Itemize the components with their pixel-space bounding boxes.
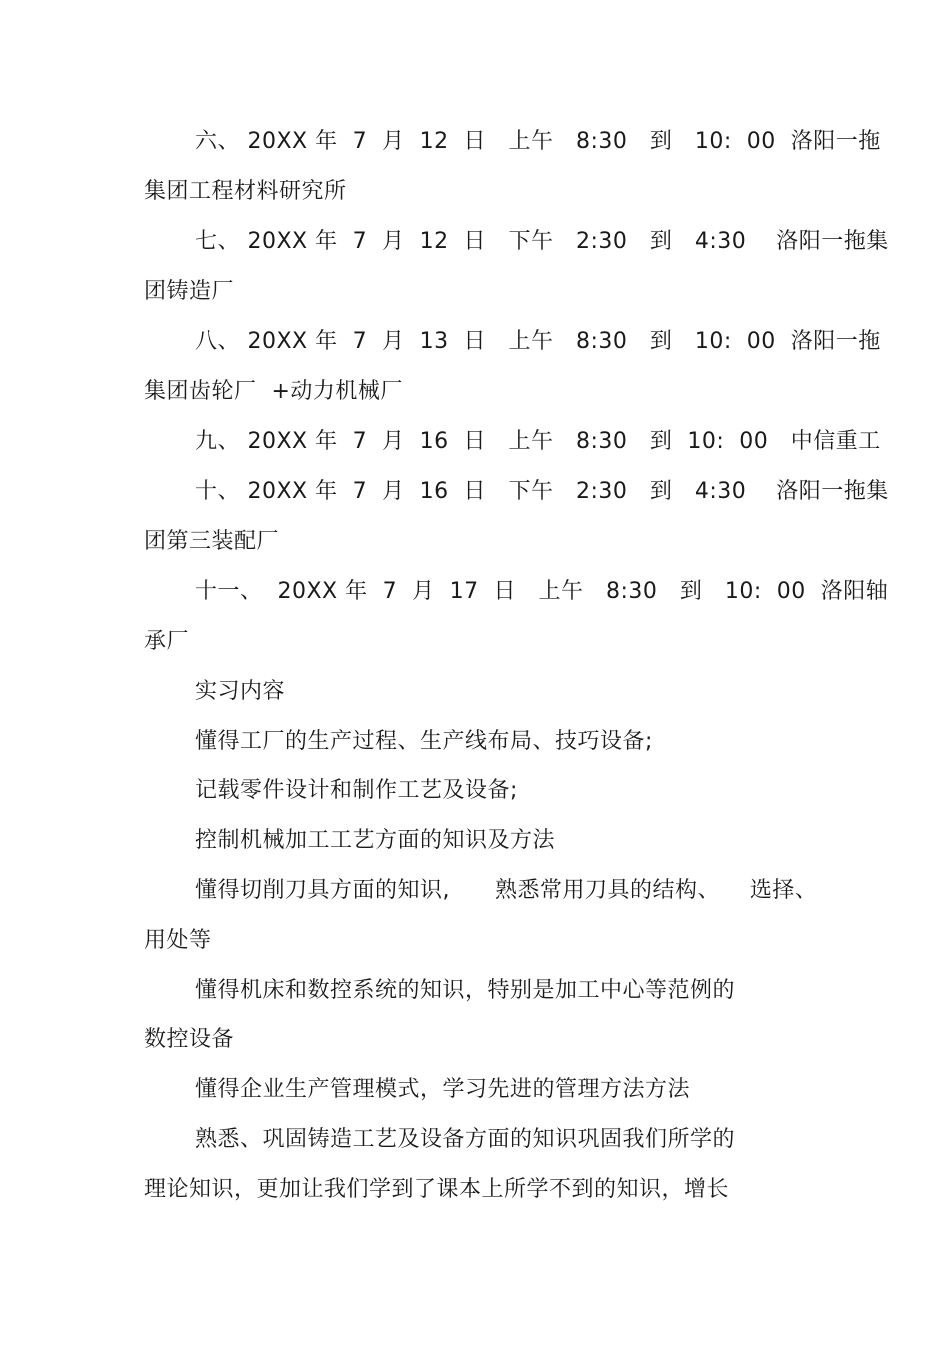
schedule-item-7-line-2: 团铸造厂 — [144, 279, 235, 304]
section-heading: 实习内容 — [195, 679, 286, 704]
schedule-item-10-line-1: 十、 20XX 年 7 月 16 日 下午 2:30 到 4:30 洛阳一拖集 — [195, 479, 889, 504]
schedule-item-6-line-1: 六、 20XX 年 7 月 12 日 上午 8:30 到 10: 00 洛阳一拖 — [195, 129, 881, 154]
content-item-7-line-2: 理论知识，更加让我们学到了课本上所学不到的知识，增长 — [144, 1177, 730, 1202]
content-item-5-line-1: 懂得机床和数控系统的知识，特别是加工中心等范例的 — [195, 978, 736, 1003]
content-item-7-line-1: 熟悉、巩固铸造工艺及设备方面的知识巩固我们所学的 — [195, 1127, 736, 1152]
content-item-4-line-1: 懂得切削刀具方面的知识, 熟悉常用刀具的结构、 选择、 — [195, 878, 818, 903]
schedule-item-8-line-2: 集团齿轮厂 +动力机械厂 — [144, 379, 403, 404]
content-item-5-line-2: 数控设备 — [144, 1027, 235, 1052]
schedule-item-9-line-1: 九、 20XX 年 7 月 16 日 上午 8:30 到 10: 00 中信重工 — [195, 429, 881, 454]
content-item-4-line-2: 用处等 — [144, 928, 212, 953]
content-item-2: 记载零件设计和制作工艺及设备; — [195, 778, 518, 803]
content-item-1: 懂得工厂的生产过程、生产线布局、技巧设备; — [195, 729, 653, 754]
content-item-3: 控制机械加工工艺方面的知识及方法 — [195, 828, 556, 853]
schedule-item-8-line-1: 八、 20XX 年 7 月 13 日 上午 8:30 到 10: 00 洛阳一拖 — [195, 329, 881, 354]
schedule-item-7-line-1: 七、 20XX 年 7 月 12 日 下午 2:30 到 4:30 洛阳一拖集 — [195, 229, 889, 254]
schedule-item-10-line-2: 团第三装配厂 — [144, 529, 280, 554]
content-item-6: 懂得企业生产管理模式，学习先进的管理方法方法 — [195, 1077, 691, 1102]
schedule-item-6-line-2: 集团工程材料研究所 — [144, 179, 347, 204]
schedule-item-11-line-2: 承厂 — [144, 629, 190, 654]
schedule-item-11-line-1: 十一、 20XX 年 7 月 17 日 上午 8:30 到 10: 00 洛阳轴 — [195, 579, 889, 604]
